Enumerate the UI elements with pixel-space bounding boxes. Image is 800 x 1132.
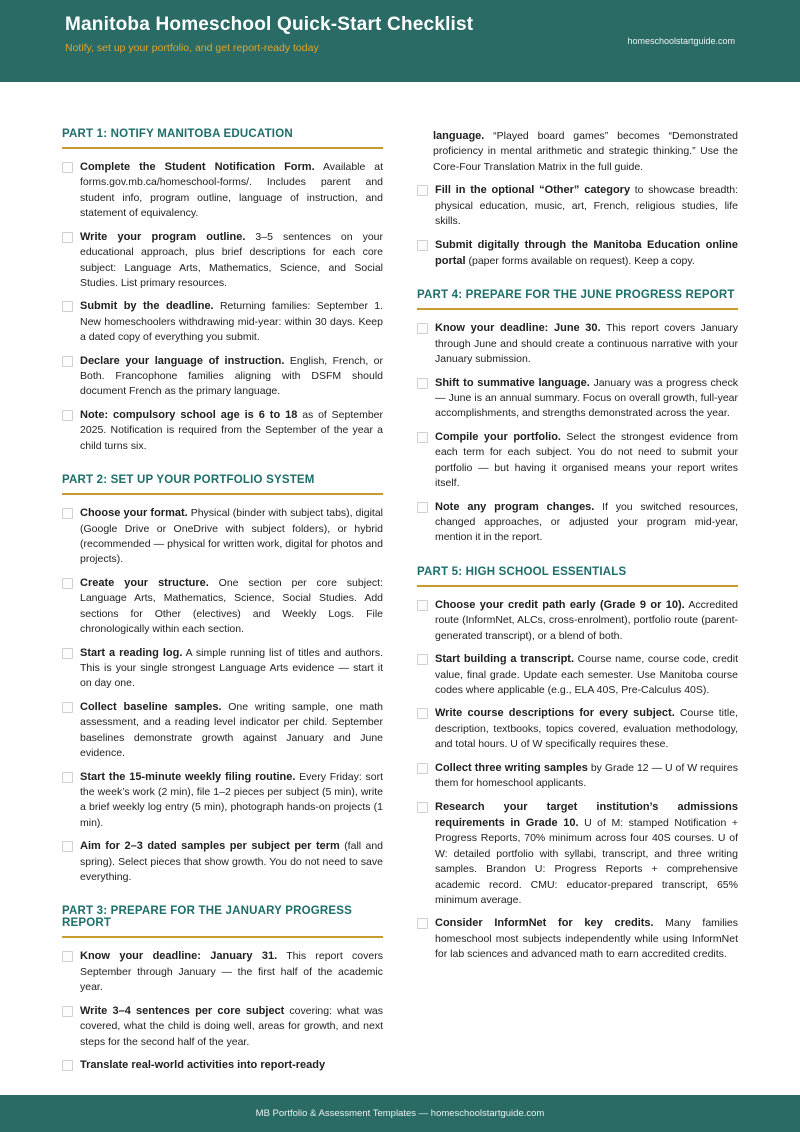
item-text — [433, 128, 738, 175]
checkbox-icon[interactable] — [417, 600, 428, 611]
section-heading-part4: PART 4: PREPARE FOR THE JUNE PROGRESS REPORT — [417, 289, 738, 310]
checkbox-icon[interactable] — [417, 323, 428, 334]
checkbox-icon[interactable] — [62, 301, 73, 312]
item-text — [80, 505, 383, 568]
checklist-item — [417, 237, 738, 270]
item-lead: Submit digitally through the Manitoba Education online portal — [435, 238, 738, 267]
item-detail: (fall and spring). Select pieces that show growth. You do not need to save everything. — [80, 840, 383, 884]
item-lead: Choose your format. — [80, 507, 188, 520]
checklist-item — [417, 760, 738, 792]
right-column — [417, 128, 738, 1080]
item-text — [435, 915, 738, 962]
item-detail: covering: what was covered, what the child is doing well, areas for growth, and next steps for the second half of the year. — [80, 1004, 384, 1048]
checklist-item — [62, 948, 383, 995]
item-detail: Course title, description, textbooks, topics covered, evaluation methodology, and total hours. U of W specifically requires these. — [435, 707, 738, 751]
item-lead: Write your program outline. — [80, 230, 246, 243]
item-text — [435, 375, 738, 422]
item-text — [435, 799, 738, 909]
item-text — [80, 645, 383, 692]
page-footer — [0, 1095, 800, 1132]
item-text — [80, 1003, 383, 1050]
checkbox-icon[interactable] — [62, 356, 73, 367]
item-lead: Compile your portfolio. — [435, 430, 561, 443]
checkbox-icon[interactable] — [62, 772, 73, 783]
checkbox-icon[interactable] — [62, 508, 73, 519]
item-text — [435, 320, 738, 367]
checklist-item — [62, 838, 383, 885]
checklist-item-continuation — [417, 128, 738, 175]
item-lead: Note any program changes. — [435, 500, 595, 513]
site-url: homeschoolstartguide.com — [627, 36, 735, 46]
checkbox-icon[interactable] — [417, 185, 428, 196]
item-detail: Accredited route (InformNet, ALCs, cross-enrolment), portfolio route (parent-generated transcript), or a blend of both. — [435, 598, 739, 642]
item-detail: as of September 2025. Notification is required from the September of the year a child turns six. — [80, 408, 384, 452]
checklist-item — [62, 505, 383, 568]
item-detail: Every Friday: sort the week’s work (2 min), file 1–2 pieces per subject (5 min), write a brief weekly log entry (5 min), photograph hands-on projects (1 min). — [80, 770, 384, 829]
item-text — [80, 159, 383, 222]
item-text — [435, 760, 738, 792]
item-text — [435, 429, 738, 492]
item-detail: Many families homeschool most subjects independently while using InformNet for lab sciences and advanced math to earn accredited credits. — [435, 917, 739, 961]
checklist-item — [62, 1057, 383, 1073]
section-heading-part5: PART 5: HIGH SCHOOL ESSENTIALS — [417, 566, 738, 587]
item-lead: Complete the Student Notification Form. — [80, 161, 315, 173]
item-text — [435, 499, 738, 546]
item-lead: Create your structure. — [80, 576, 209, 589]
checklist-item — [417, 799, 738, 909]
item-text — [80, 407, 383, 454]
item-detail: Select the strongest evidence from each term for each subject. You do not need to submit your portfolio — but having it organised means your report writes itself. — [435, 430, 738, 490]
checkbox-icon[interactable] — [417, 240, 428, 251]
item-detail: English, French, or Both. Francophone families aligning with DSFM should document French as the primary language. — [80, 354, 384, 398]
item-text — [435, 182, 738, 229]
item-lead: language. — [433, 130, 485, 142]
item-text — [435, 237, 738, 270]
item-detail: by Grade 12 — U of W requires them for homeschool applicants. — [435, 761, 738, 790]
checkbox-icon[interactable] — [417, 763, 428, 774]
checklist-item — [417, 375, 738, 422]
section-heading-part1: PART 1: NOTIFY MANITOBA EDUCATION — [62, 128, 383, 149]
checkbox-icon[interactable] — [62, 162, 73, 173]
item-detail: Physical (binder with subject tabs), digital (Google Drive or OneDrive with subject folders), or hybrid (recommended — physical for written work, digital for photos and projects). — [80, 507, 383, 566]
item-detail: (paper forms available on request). Keep a copy. — [468, 254, 695, 267]
item-detail: One writing sample, one math assessment, and a reading level indicator per child. September baselines demonstrate growth against January and June evidence. — [80, 700, 384, 760]
checkbox-icon[interactable] — [62, 410, 73, 421]
checkbox-icon[interactable] — [417, 432, 428, 443]
item-detail: Available at forms.gov.mb.ca/homeschool-forms/. Includes parent and student info, program outline, language of instruction, and statement of equivalency. — [80, 161, 383, 220]
item-detail: One section per core subject: Language Arts, Mathematics, Science, Social Studies. Add sections for Other (electives) and Weekly Logs. File chronologically within each section. — [80, 576, 383, 636]
item-lead: Start building a transcript. — [435, 653, 575, 666]
checklist-item — [62, 699, 383, 762]
item-lead: Research your target institution’s admissions requirements in Grade 10. — [435, 800, 738, 829]
item-detail: If you switched resources, changed approaches, or adjusted your program mid-year, mention it in the report. — [435, 500, 739, 544]
checklist-item — [417, 597, 738, 644]
item-lead: Fill in the optional “Other” category — [435, 184, 631, 197]
footer-text: MB Portfolio & Assessment Templates — homeschoolstartguide.com — [255, 1108, 545, 1119]
item-text — [80, 769, 383, 832]
item-detail: Returning families: September 1. New homeschoolers withdrawing mid-year: within 30 days. Keep a dated copy of everything you submit. — [80, 300, 384, 344]
section-heading-part3: PART 3: PREPARE FOR THE JANUARY PROGRESS REPORT — [62, 905, 383, 938]
item-text — [80, 1057, 325, 1073]
item-text — [80, 838, 383, 885]
checklist-item — [62, 1003, 383, 1050]
item-lead: Know your deadline: June 30. — [435, 322, 601, 335]
item-detail: A simple running list of titles and authors. This is your single strongest Language Arts evidence — start it on day one. — [80, 646, 383, 690]
item-text — [80, 575, 383, 638]
checkbox-icon[interactable] — [417, 502, 428, 513]
checklist-item — [62, 575, 383, 638]
checkbox-icon[interactable] — [417, 708, 428, 719]
checklist-body — [0, 82, 800, 1080]
checkbox-icon[interactable] — [62, 702, 73, 713]
page-header — [0, 0, 800, 82]
item-lead: Declare your language of instruction. — [80, 354, 285, 367]
checklist-item — [417, 429, 738, 492]
checkbox-icon[interactable] — [62, 1060, 73, 1071]
checklist-item — [62, 645, 383, 692]
item-text — [80, 298, 383, 345]
checklist-item — [62, 298, 383, 345]
item-lead: Start a reading log. — [80, 646, 183, 659]
section-heading-part2: PART 2: SET UP YOUR PORTFOLIO SYSTEM — [62, 474, 383, 495]
checklist-item — [62, 229, 383, 292]
page-subtitle: Notify, set up your portfolio, and get report-ready today — [65, 42, 319, 54]
checklist-item — [417, 182, 738, 229]
item-text — [435, 651, 738, 698]
checklist-item — [62, 159, 383, 222]
checklist-item — [417, 705, 738, 752]
checklist-item — [417, 915, 738, 962]
item-lead: Shift to summative language. — [435, 376, 590, 389]
item-detail: U of M: stamped Notification + Progress Reports, 70% minimum across four 40S courses. U of W: detailed portfolio with syllabi, transcript, and three writing samples. Brandon U: Progress Reports + comprehensive academic record. CMU: educator-prepared transcript, 65% minimum average. — [435, 816, 739, 907]
item-lead: Translate real-world activities into report-ready — [80, 1058, 326, 1071]
checklist-item — [417, 499, 738, 546]
checkbox-icon[interactable] — [62, 951, 73, 962]
item-lead: Start the 15-minute weekly filing routine. — [80, 770, 296, 783]
item-text — [80, 948, 383, 995]
checkbox-icon[interactable] — [62, 232, 73, 243]
checkbox-icon[interactable] — [62, 648, 73, 659]
item-detail: January was a progress check — June is an annual summary. Focus on overall growth, full-year accomplishments, and strengths demonstrated across the year. — [435, 376, 738, 420]
item-detail: to showcase breadth: physical education, music, art, French, religious studies, life skills. — [435, 184, 739, 228]
item-text — [435, 705, 738, 752]
checklist-item — [62, 407, 383, 454]
checklist-item — [62, 769, 383, 832]
item-lead: Write 3–4 sentences per core subject — [80, 1004, 285, 1017]
checkbox-icon[interactable] — [417, 918, 428, 929]
item-lead: Aim for 2–3 dated samples per subject per term — [80, 840, 340, 853]
checklist-item — [417, 320, 738, 367]
item-lead: Consider InformNet for key credits. — [435, 917, 654, 930]
checkbox-icon[interactable] — [62, 1006, 73, 1017]
item-lead: Collect three writing samples — [435, 761, 588, 774]
item-detail: 3–5 sentences on your educational approach, plus brief descriptions for each core subject: Language Arts, Mathematics, Science, and Social Studies. List primary resources. — [80, 230, 383, 289]
item-lead: Choose your credit path early (Grade 9 or 10). — [435, 598, 685, 611]
checkbox-icon[interactable] — [62, 841, 73, 852]
checklist-item — [417, 651, 738, 698]
item-detail: Course name, course code, credit value, final grade. Update each semester. Use Manitoba course codes where applicable (e.g., ELA 40S, Pre-Calculus 40S). — [435, 653, 739, 696]
page-title: Manitoba Homeschool Quick-Start Checklist — [65, 14, 474, 35]
checkbox-icon[interactable] — [417, 802, 428, 813]
checkbox-icon[interactable] — [62, 578, 73, 589]
left-column — [62, 128, 383, 1080]
item-lead: Collect baseline samples. — [80, 700, 222, 713]
item-text — [80, 229, 383, 292]
item-lead: Note: compulsory school age is 6 to 18 — [80, 408, 298, 421]
item-text — [80, 699, 383, 762]
checklist-item — [62, 353, 383, 400]
checkbox-icon[interactable] — [417, 654, 428, 665]
item-lead: Submit by the deadline. — [80, 300, 214, 313]
item-detail: This report covers September through January — the first half of the academic year. — [80, 950, 383, 994]
item-text — [80, 353, 383, 400]
item-lead: Know your deadline: January 31. — [80, 950, 278, 963]
item-text — [435, 597, 738, 644]
item-lead: Write course descriptions for every subject. — [435, 707, 675, 720]
checkbox-icon[interactable] — [417, 378, 428, 389]
item-detail: “Played board games” becomes “Demonstrated proficiency in mental arithmetic and strategic thinking.” Use the Core-Four Translation Matrix in the full guide. — [433, 130, 738, 173]
item-detail: This report covers January through June and should create a continuous narrative with your January submission. — [435, 322, 738, 366]
